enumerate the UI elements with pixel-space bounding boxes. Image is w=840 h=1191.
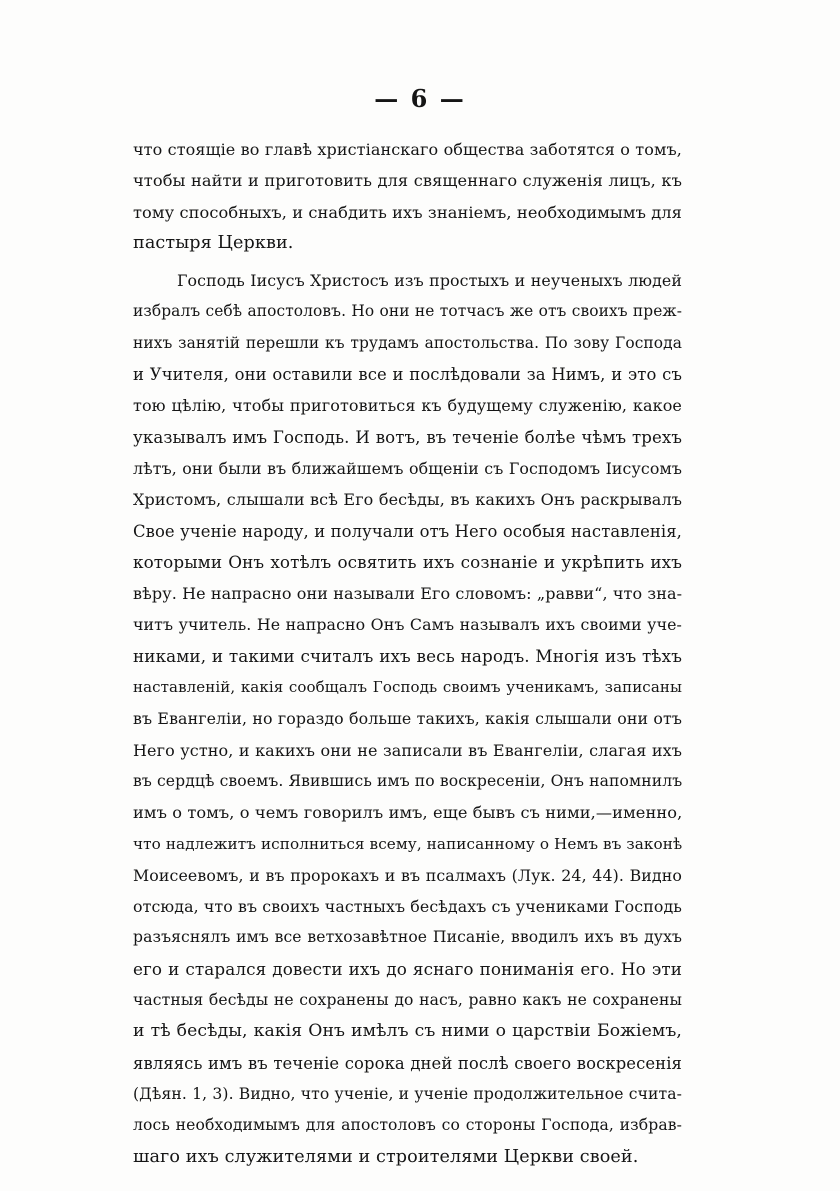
text-line: указывалъ имъ Господь. И вотъ, въ теченіе болѣе чѣмъ трехъ	[133, 427, 682, 447]
text-line: являясь имъ въ теченіе сорока дней послѣ своего воскресенія	[133, 1053, 682, 1073]
page-number: — 6 —	[374, 84, 466, 113]
text-line: Свое ученіе народу, и получали отъ Него особыя наставленія,	[133, 521, 682, 541]
text-line: вѣру. Не напрасно они называли Его словомъ: „равви“, что зна-	[133, 584, 683, 604]
text-line: читъ учитель. Не напрасно Онъ Самъ называлъ ихъ своими уче-	[133, 615, 682, 635]
text-line: разъяснялъ имъ все ветхозавѣтное Писаніе, вводилъ ихъ въ духъ	[133, 928, 682, 947]
text-line: которыми Онъ хотѣлъ освятить ихъ сознаніе и укрѣпить ихъ	[133, 551, 682, 572]
text-line: избралъ себѣ апостоловъ. Но они не тотчасъ же отъ своихъ преж-	[133, 302, 682, 321]
text-line: что стоящіе во главѣ христіанскаго общества заботятся о томъ,	[133, 140, 682, 159]
text-line: и Учителя, они оставили все и послѣдовали за Нимъ, и это съ	[133, 365, 682, 385]
text-line: лось необходимымъ для апостоловъ со стороны Господа, избрав-	[133, 1116, 682, 1135]
text-line: имъ о томъ, о чемъ говорилъ имъ, еще бывъ съ ними,—именно,	[133, 803, 683, 823]
text-line: нихъ занятій перешли къ трудамъ апостольства. По зову Господа	[133, 333, 682, 352]
text-line: чтобы найти и приготовить для священнаго служенія лицъ, къ	[133, 171, 682, 191]
text-line: шаго ихъ служителями и строителями Церкви своей.	[133, 1146, 639, 1167]
text-line: его и старался довести ихъ до яснаго пониманія его. Но эти	[133, 958, 682, 979]
text-line: наставленій, какія сообщалъ Господь своимъ ученикамъ, записаны	[133, 678, 682, 697]
text-line: Христомъ, слышали всѣ Его бесѣды, въ какихъ Онъ раскрывалъ	[133, 490, 682, 510]
text-line: и тѣ бесѣды, какія Онъ имѣлъ съ ними о царствіи Божіемъ,	[133, 1021, 682, 1042]
text-line: частныя бесѣды не сохранены до насъ, равно какъ не сохранены	[133, 991, 682, 1010]
text-line: Моисеевомъ, и въ пророкахъ и въ псалмахъ (Лук. 24, 44). Видно	[133, 865, 682, 885]
text-line: что надлежитъ исполниться всему, написанному о Немъ въ законѣ	[133, 834, 683, 853]
text-line: въ Евангеліи, но гораздо больше такихъ, какія слышали они отъ	[133, 709, 682, 729]
page-text	[133, 134, 682, 1173]
text-line: въ сердцѣ своемъ. Явившись имъ по воскресеніи, Онъ напомнилъ	[133, 771, 683, 790]
text-line: тою цѣлію, чтобы приготовиться къ будущему служенію, какое	[133, 396, 682, 416]
paragraph-1	[133, 134, 682, 259]
text-line: Господь Іисусъ Христосъ изъ простыхъ и неученыхъ людей	[177, 271, 682, 291]
text-line: никами, и такими считалъ ихъ весь народъ. Многія изъ тѣхъ	[133, 645, 682, 666]
text-line: лѣтъ, они были въ ближайшемъ общеніи съ Господомъ Іисусомъ	[133, 458, 682, 478]
text-line: тому способныхъ, и снабдить ихъ знаніемъ, необходимымъ для	[133, 202, 682, 222]
text-line: Него устно, и какихъ они не записали въ Евангеліи, слагая ихъ	[133, 740, 682, 760]
text-line: отсюда, что въ своихъ частныхъ бесѣдахъ съ учениками Господь	[133, 897, 682, 917]
text-line: пастыря Церкви.	[133, 232, 294, 253]
text-line: (Дѣян. 1, 3). Видно, что ученіе, и ученіе продолжительное счита-	[133, 1084, 682, 1103]
paragraph-2	[133, 265, 682, 1173]
